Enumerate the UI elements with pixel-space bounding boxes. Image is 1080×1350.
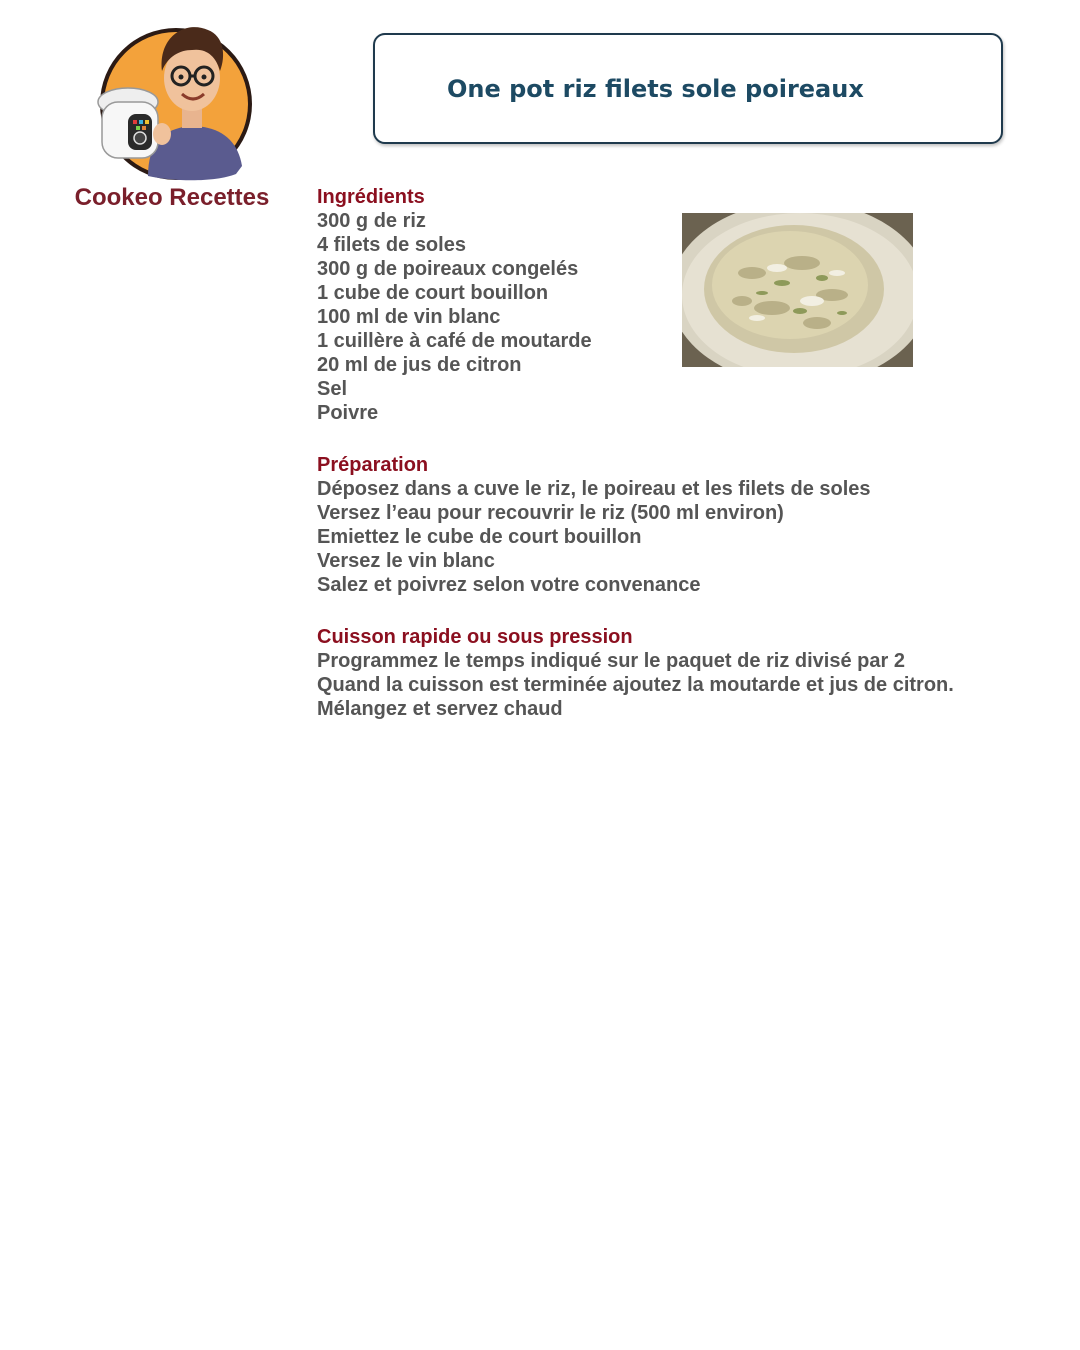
ingredient-item: Poivre <box>317 402 379 424</box>
ingredient-item: 1 cuillère à café de moutarde <box>317 330 592 352</box>
cooking-step: Mélangez et servez chaud <box>317 698 563 720</box>
cooking-step: Quand la cuisson est terminée ajoutez la moutarde et jus de citron. <box>317 674 954 696</box>
recipe-title: One pot riz filets sole poireaux <box>447 75 864 103</box>
recipe-title-box <box>373 33 1003 144</box>
cooking-section <box>317 625 1037 721</box>
preparation-step: Versez l’eau pour recouvrir le riz (500 ml environ) <box>317 502 784 524</box>
ingredient-item: 20 ml de jus de citron <box>317 354 522 376</box>
preparation-step: Salez et poivrez selon votre convenance <box>317 574 701 596</box>
ingredients-heading: Ingrédients <box>317 186 425 208</box>
cooking-step: Programmez le temps indiqué sur le paquet de riz divisé par 2 <box>317 650 905 672</box>
recipe-content <box>317 185 1037 721</box>
brand-name: Cookeo Recettes <box>74 184 270 211</box>
ingredient-item: 300 g de poireaux congelés <box>317 258 579 280</box>
preparation-step: Emiettez le cube de court bouillon <box>317 526 642 548</box>
ingredient-item: 1 cube de court bouillon <box>317 282 549 304</box>
ingredients-section <box>317 185 1037 425</box>
preparation-section <box>317 453 1037 597</box>
ingredient-item: Sel <box>317 378 348 400</box>
ingredient-item: 4 filets de soles <box>317 234 466 256</box>
preparation-step: Versez le vin blanc <box>317 550 495 572</box>
preparation-heading: Préparation <box>317 454 429 476</box>
brand-logo <box>96 16 256 181</box>
chef-with-cookeo-icon <box>96 16 256 181</box>
preparation-step: Déposez dans a cuve le riz, le poireau et les filets de soles <box>317 478 871 500</box>
ingredient-item: 300 g de riz <box>317 210 426 232</box>
ingredient-item: 100 ml de vin blanc <box>317 306 501 328</box>
cooking-heading: Cuisson rapide ou sous pression <box>317 626 633 648</box>
